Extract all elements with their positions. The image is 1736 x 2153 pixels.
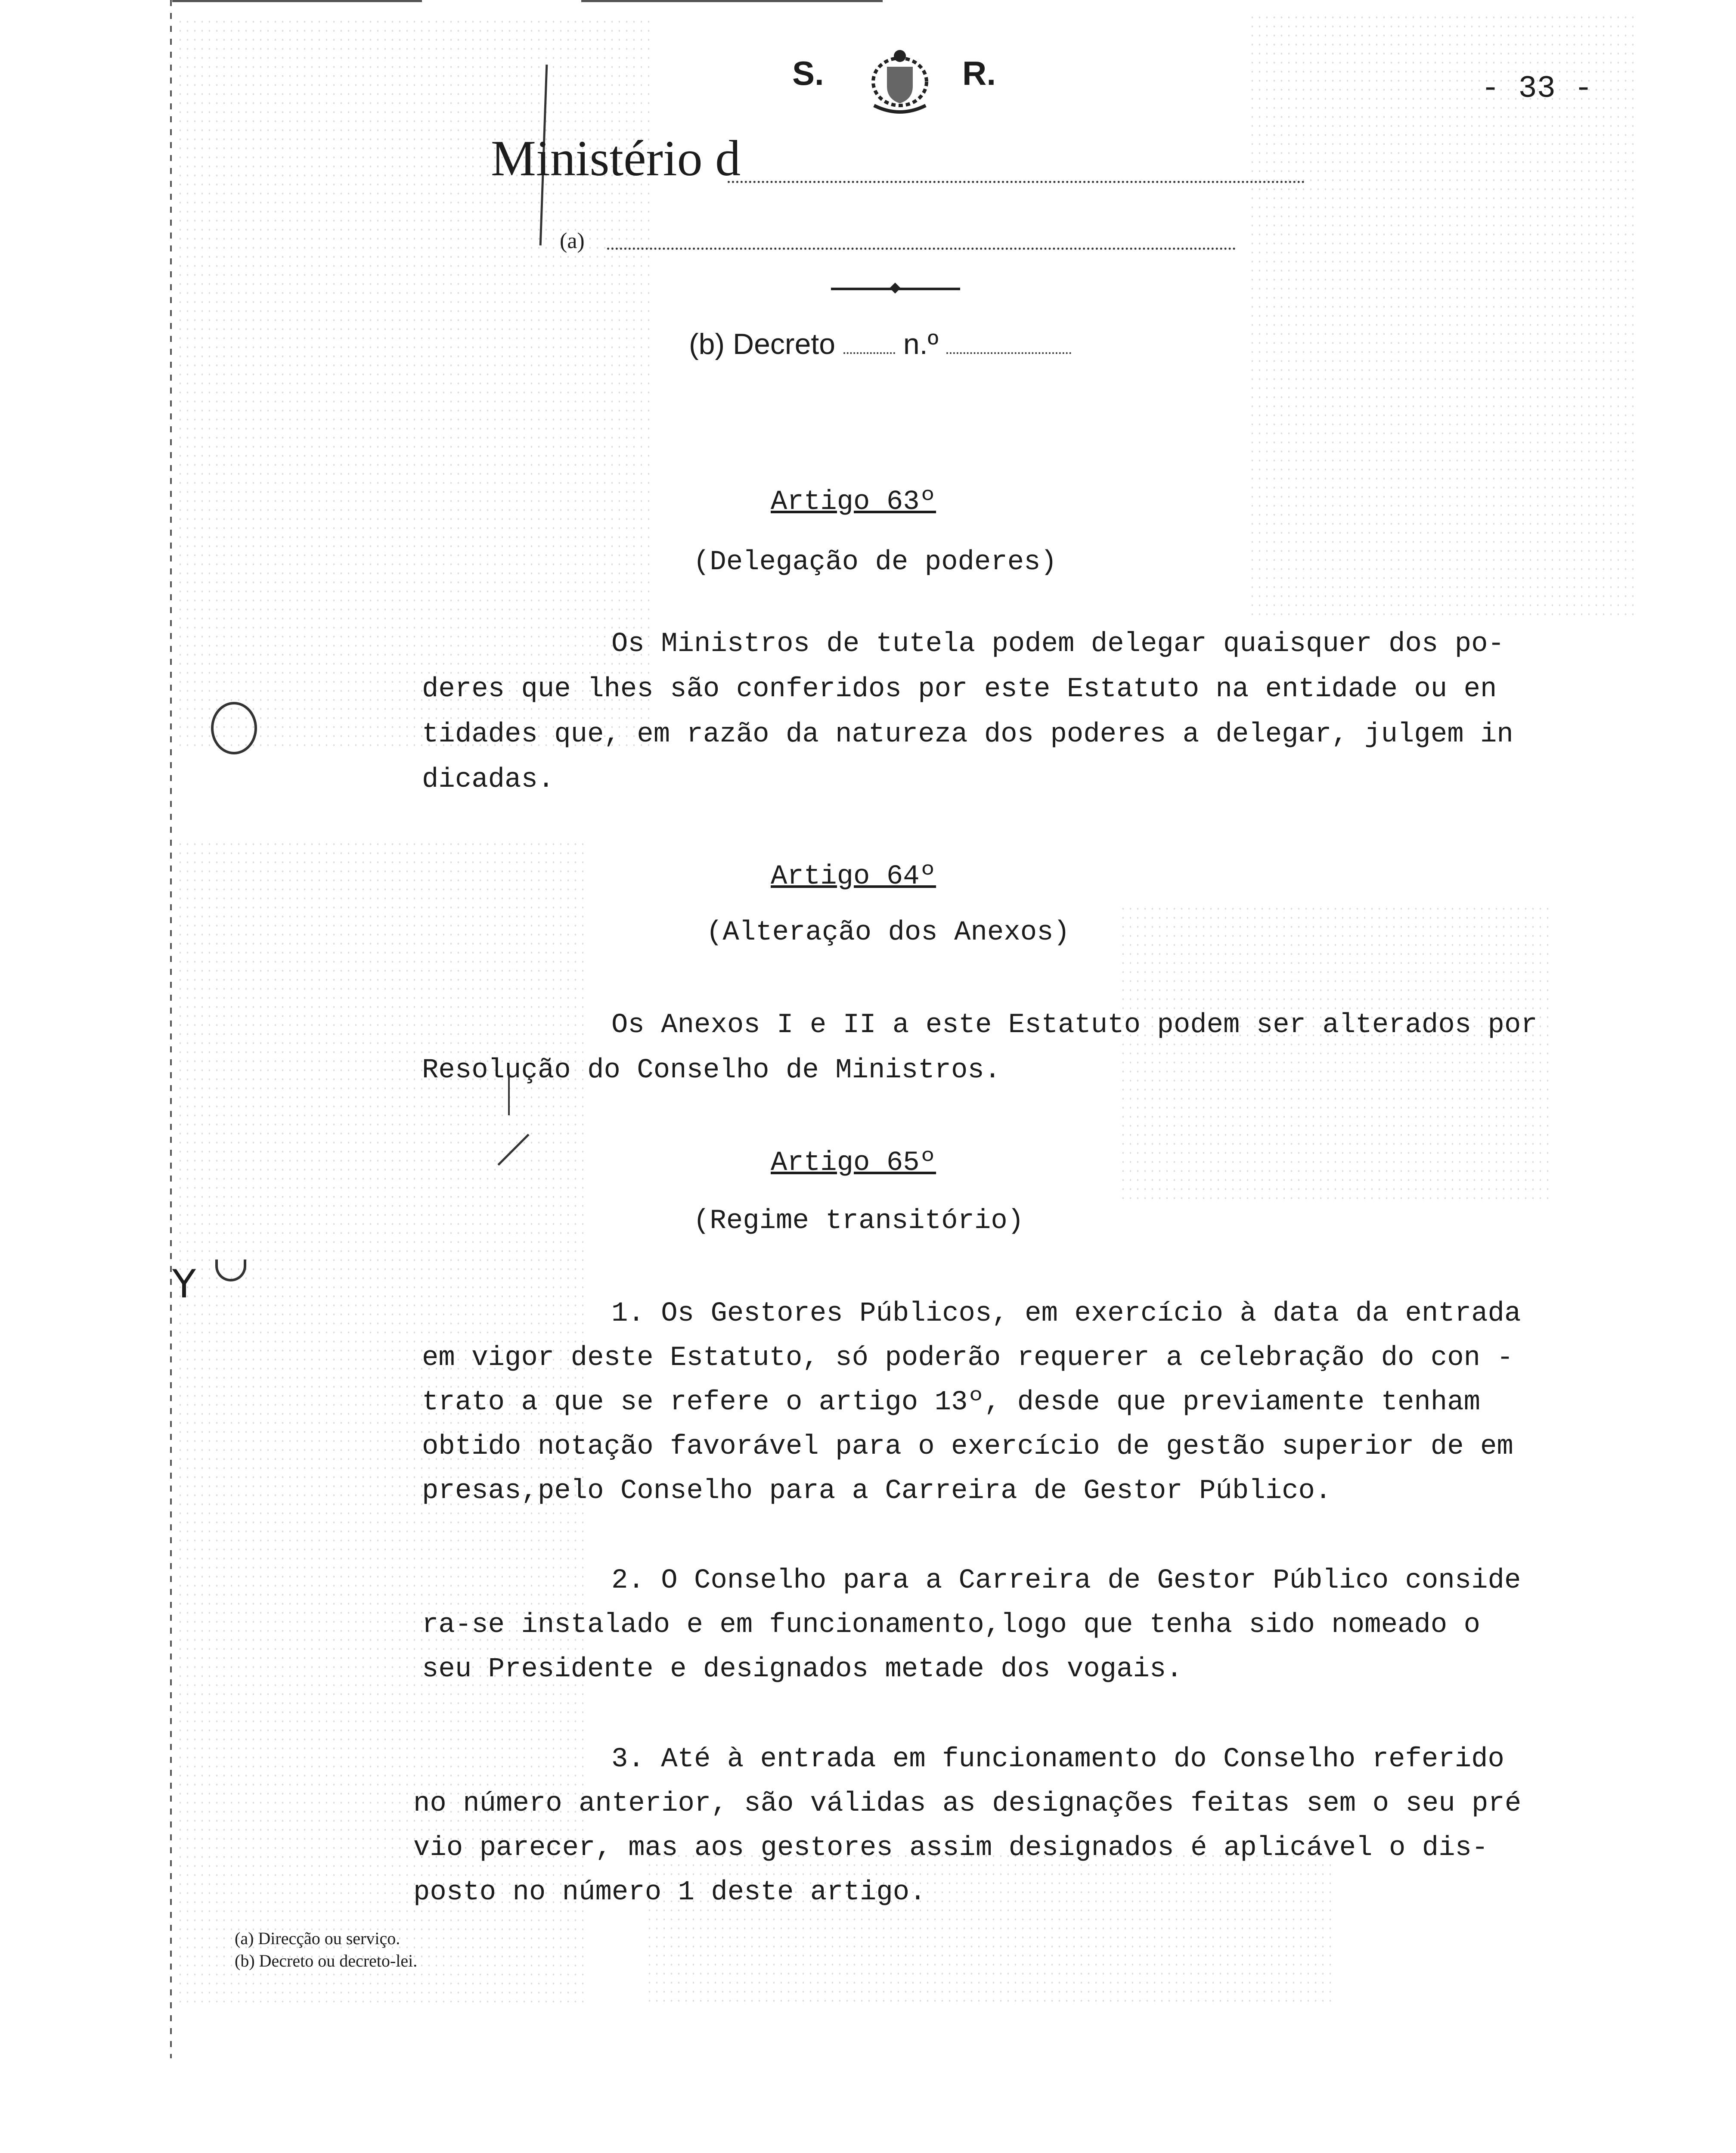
text-line: deres que lhes são conferidos por este Estatuto na entidade ou en (422, 674, 1497, 705)
scan-noise (177, 840, 586, 2002)
decree-blank (843, 352, 895, 354)
page-number: - 33 - (1481, 71, 1593, 106)
divider-ornament (890, 282, 900, 293)
top-edge-mark (172, 0, 422, 2)
letterhead-s: S. (792, 54, 824, 92)
article-heading: Artigo 64º (771, 861, 936, 892)
article-heading: Artigo 63º (771, 487, 936, 518)
text-line: obtido notação favorável para o exercício de gestão superior de em (422, 1431, 1513, 1462)
text-line: 1. Os Gestores Públicos, em exercício à data da entrada (611, 1298, 1521, 1329)
coat-of-arms-emblem (857, 41, 943, 118)
article-subtitle: (Alteração dos Anexos) (706, 917, 1070, 948)
text-line: em vigor deste Estatuto, só poderão requerer a celebração do con - (422, 1343, 1513, 1374)
direction-field-label: (a) (560, 229, 585, 253)
text-line: presas,pelo Conselho para a Carreira de Gestor Público. (422, 1476, 1332, 1507)
text-line: ra-se instalado e em funcionamento,logo que tenha sido nomeado o (422, 1610, 1480, 1641)
text-line: seu Presidente e designados metade dos vogais. (422, 1654, 1183, 1685)
text-line: tidades que, em razão da natureza dos poderes a delegar, julgem in (422, 719, 1513, 750)
text-line: 3. Até à entrada em funcionamento do Conselho referido (611, 1744, 1504, 1775)
top-edge-mark (581, 0, 883, 2)
scan-noise (177, 17, 650, 749)
article-subtitle: (Regime transitório) (693, 1206, 1024, 1237)
margin-mark: Y (172, 1262, 196, 1307)
decree-field (689, 327, 1071, 361)
ministry-fill-line (728, 181, 1305, 183)
text-line: posto no número 1 deste artigo. (413, 1877, 926, 1908)
text-line: dicadas. (422, 764, 555, 795)
decree-number-label: n.º (903, 328, 939, 360)
text-line: vio parecer, mas aos gestores assim designados é aplicável o dis- (413, 1833, 1488, 1864)
text-line: Resolução do Conselho de Ministros. (422, 1055, 1001, 1086)
scan-noise (1119, 904, 1550, 1206)
punch-hole (211, 702, 257, 754)
text-line: Os Ministros de tutela podem delegar quaisquer dos po- (611, 629, 1504, 660)
text-line: Os Anexos I e II a este Estatuto podem ser alterados por (611, 1010, 1538, 1041)
ministry-field-label: Ministério d (491, 130, 741, 186)
text-line: no número anterior, são válidas as designações feitas sem o seu pré (413, 1788, 1522, 1819)
letterhead-r: R. (962, 54, 996, 92)
scan-noise (646, 1852, 1335, 2002)
left-binding-edge (170, 0, 172, 2058)
decree-label: (b) Decreto (689, 328, 836, 360)
footnote: (a) Direcção ou serviço. (235, 1929, 400, 1948)
footnote: (b) Decreto ou decreto-lei. (235, 1951, 418, 1970)
article-subtitle: (Delegação de poderes) (693, 547, 1057, 578)
text-line: trato a que se refere o artigo 13º, desde que previamente tenham (422, 1387, 1480, 1418)
decree-number-blank (946, 352, 1071, 354)
article-heading: Artigo 65º (771, 1148, 936, 1179)
text-line: 2. O Conselho para a Carreira de Gestor Público conside (611, 1565, 1521, 1596)
direction-fill-line (607, 248, 1236, 250)
